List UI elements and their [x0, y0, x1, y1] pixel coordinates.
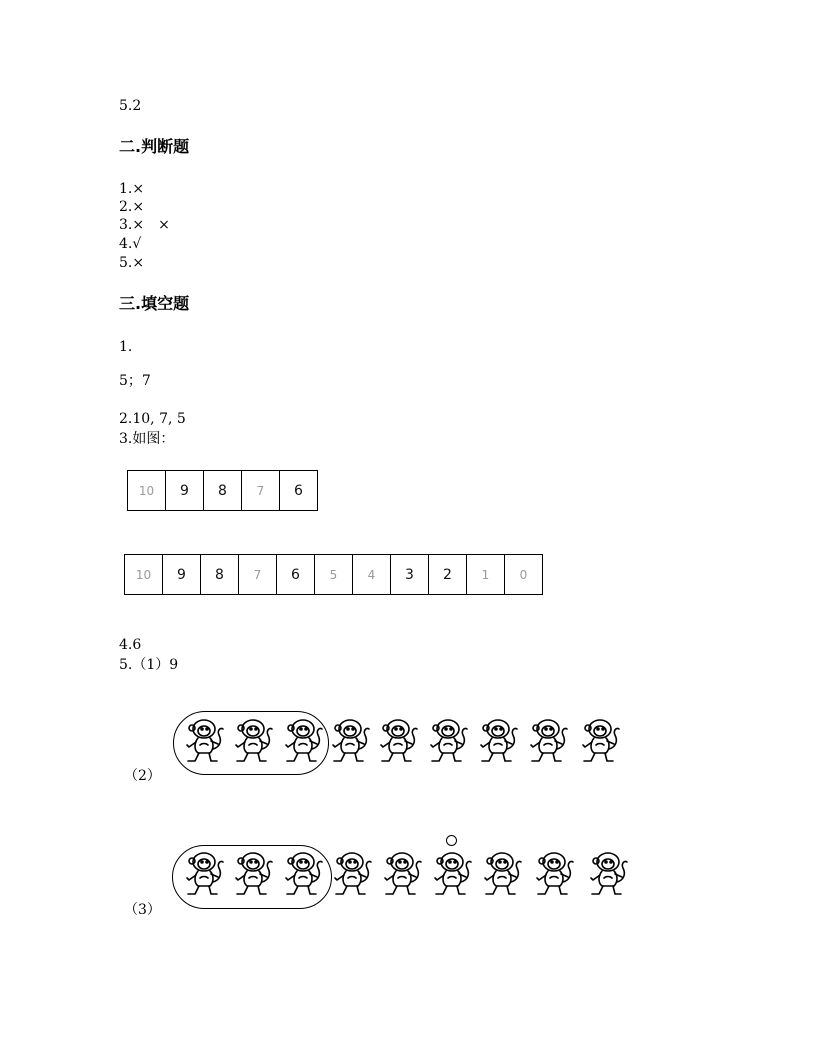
- number-box: 6: [280, 470, 318, 511]
- q5-3-monkey-icon: [482, 850, 526, 902]
- q5-3-monkey-icon: [588, 850, 632, 902]
- q5-3-monkey-icon: [534, 850, 578, 902]
- circle-marker: [446, 835, 457, 846]
- number-box-row-1: [127, 470, 318, 511]
- q5-3-monkey-icon: [233, 850, 277, 902]
- number-box: 0: [505, 554, 543, 595]
- judge-answer-5: 5.×: [119, 255, 145, 271]
- q5-3-monkey-icon: [332, 850, 376, 902]
- judge-heading: 二.判断题: [119, 137, 190, 156]
- q5-3-monkey-icon: [283, 850, 327, 902]
- q5-3-monkey-icon: [184, 850, 228, 902]
- number-box: 9: [163, 554, 201, 595]
- q5-2-monkey-icon: [528, 717, 572, 769]
- number-box: 7: [239, 554, 277, 595]
- fill-heading: 三.填空题: [119, 294, 190, 313]
- fill-q1-label: 1.: [119, 339, 133, 355]
- number-box: 7: [242, 470, 280, 511]
- q5-3-monkey-icon: [382, 850, 426, 902]
- number-box: 1: [467, 554, 505, 595]
- q5-2-monkey-icon: [233, 717, 277, 769]
- number-box: 10: [125, 554, 163, 595]
- judge-answer-1: 1.×: [119, 181, 145, 197]
- judge-answer-3: 3.× ×: [119, 217, 170, 233]
- q5-2-monkey-icon: [330, 717, 374, 769]
- judge-answer-4: 4.√: [119, 236, 142, 252]
- number-box: 8: [201, 554, 239, 595]
- number-box: 8: [204, 470, 242, 511]
- number-box-row-2: [124, 554, 543, 595]
- q5-3-monkey-icon: [432, 850, 476, 902]
- fill-q4: 4.6: [119, 637, 142, 653]
- number-box: 3: [391, 554, 429, 595]
- judge-answer-2: 2.×: [119, 199, 145, 215]
- q5-2-monkey-icon: [283, 717, 327, 769]
- number-box: 4: [353, 554, 391, 595]
- top-answer: 5.2: [119, 98, 142, 114]
- number-box: 9: [166, 470, 204, 511]
- q5-2-monkey-icon: [580, 717, 624, 769]
- fill-q5-2-label: （2）: [124, 768, 161, 784]
- fill-q5-1: 5.（1）9: [119, 657, 179, 673]
- q5-2-monkey-icon: [184, 717, 228, 769]
- fill-q5-3-label: （3）: [124, 902, 161, 918]
- q5-2-monkey-icon: [378, 717, 422, 769]
- number-box: 10: [128, 470, 166, 511]
- fill-q3: 3.如图：: [119, 431, 175, 447]
- number-box: 6: [277, 554, 315, 595]
- fill-q2: 2.10, 7, 5: [119, 411, 186, 427]
- q5-2-monkey-icon: [478, 717, 522, 769]
- fill-q1-answer: 5；7: [119, 373, 151, 389]
- number-box: 2: [429, 554, 467, 595]
- number-box: 5: [315, 554, 353, 595]
- q5-2-monkey-icon: [428, 717, 472, 769]
